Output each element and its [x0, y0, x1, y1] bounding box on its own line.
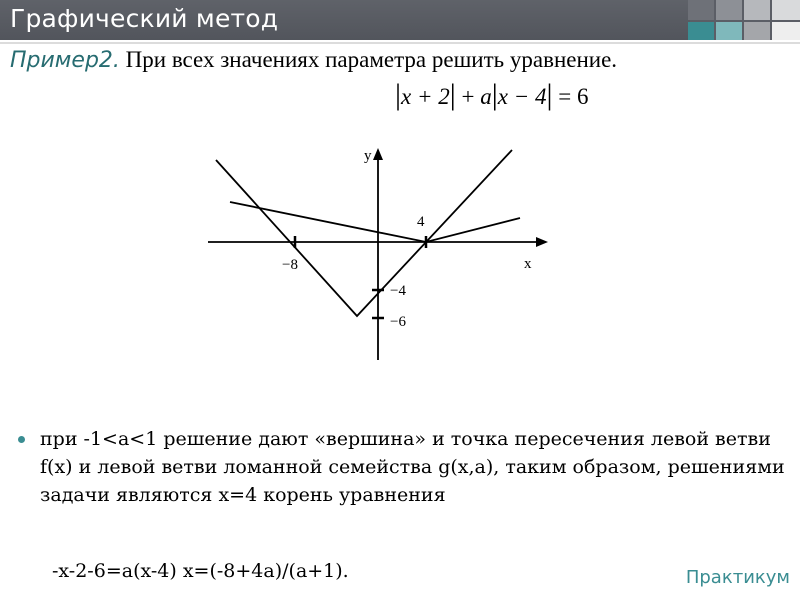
y-axis-arrow — [373, 148, 383, 160]
label-m4: −4 — [390, 283, 406, 299]
bullet-text: при -1<a<1 решение дают «вершина» и точка пересечения левой ветви f(x) и левой ветви ломанной семейства g(x,a), таким образом, решениями задачи являются x=4 корень уравнения — [40, 428, 785, 506]
bullet-dot — [18, 436, 25, 443]
family-broken-line — [230, 202, 520, 242]
x-axis-arrow — [536, 237, 548, 247]
label-m8: −8 — [282, 257, 298, 273]
equation-part-4: x − 4 — [497, 84, 547, 109]
decorative-squares — [688, 0, 800, 40]
slide-title: Графический метод — [10, 4, 279, 33]
x-axis-label: x — [524, 256, 532, 272]
equation-part-1: x + 2 — [401, 84, 450, 109]
solution-formula: -x-2-6=a(x-4) x=(-8+4a)/(a+1). — [52, 560, 349, 582]
title-bar — [0, 0, 800, 40]
example-label: Пример2. — [10, 48, 120, 73]
bullet-item — [40, 425, 785, 509]
label-4: 4 — [417, 214, 425, 230]
equation-part-5: = 6 — [552, 84, 589, 109]
example-heading — [10, 47, 617, 73]
label-m6: −6 — [390, 314, 406, 330]
graph-diagram — [200, 138, 560, 368]
equation-param: a — [480, 84, 492, 109]
equation-part-2: + — [455, 84, 481, 109]
y-axis-label: y — [364, 148, 372, 164]
v-shaped-graph — [216, 150, 512, 316]
example-text: При всех значениях параметра решить уравнение. — [119, 47, 618, 72]
equation: |x + 2| + a|x − 4| = 6 — [395, 78, 589, 111]
footer-label: Практикум — [685, 567, 790, 588]
title-divider — [0, 42, 800, 44]
